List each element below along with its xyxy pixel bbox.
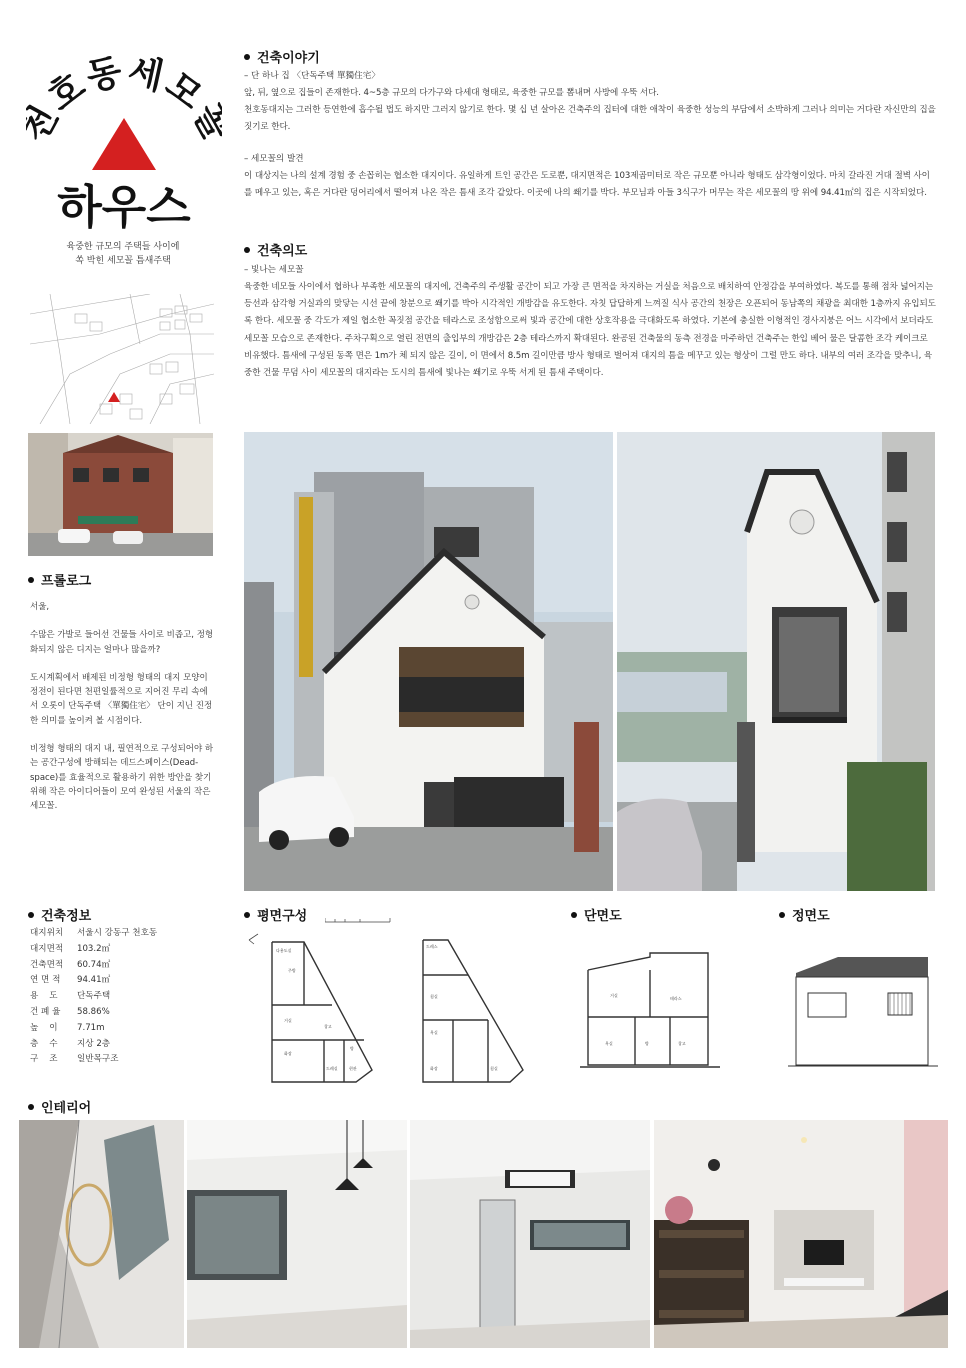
site-photo xyxy=(28,433,213,556)
info-value: 58.86% xyxy=(77,1006,110,1017)
intent-text xyxy=(244,262,936,382)
intent-para: 육중한 네모들 사이에서 협하나 부족한 세모꼴의 대지에, 건축주의 주생활 공간이 되고 가장 큰 면적을 차지하는 거실을 처음으로 배치하여 안정감을 부여하였다. 복도를 통해 점차 넓어지는 등선과 삼각형 거실과의 맞닿는 시선 끝에 창분으로 쐐기를 박아 시각적인 개방감을 유도한다. 자칫 답답하게 느껴질 식사 공간의 천장은 오픈되어 동남쪽의 채광을 최대한 1층까지 유입되도록 한다. 세모꼴 중 각도가 제일 협소한 꼭짓점 공간을 테라스로 조성함으로써 빛과 공간에 대한 상호작용을 극대화도록 하였다. 기본에 충실한 이형적인 경사지붕은 어느 시각에서 보더라도 세모꼴 모습으로 존재한다. 주차구획으로 열린 전면의 출입부의 개방감은 2층 테라스까지 확대된다. 완공된 건축물의 동측 전경을 마주하던 건축주는 한입 베어 물은 달콤한 조각 케이크로 비유했다. 틈새에 구성된 동쪽 면은 1m가 체 되지 않은 길이, 이 면에서 8.5m 길이만큼 방사 형태로 벌어져 대지의 틈을 메꾸고 있는 형상이 그럴 만도 하다. 내부의 여러 조각을 맞추니, 육중한 건물 무덤 사이 세모꼴의 대지라는 도시의 틈새에 빛나는 쐐기로 우뚝 서게 된 틈새 주택이다. xyxy=(244,282,936,379)
story-text xyxy=(244,68,936,202)
info-row xyxy=(30,1005,220,1021)
room-label: 다용도실 xyxy=(276,948,292,953)
room-label: 화장 xyxy=(430,1066,438,1071)
info-key: 대지면적 xyxy=(30,943,64,954)
section-label: 방 xyxy=(645,1041,649,1046)
story-para1: 앞, 뒤, 옆으로 집들이 존재한다. 4~5층 규모의 다가구와 다세대 형태로, 육중한 규모를 뽐내며 사방에 우뚝 서다. xyxy=(244,88,659,98)
floor-plan-2f xyxy=(408,930,538,1085)
interior-title: 인테리어 xyxy=(28,1097,91,1116)
exterior-photo-front xyxy=(244,432,613,891)
info-key: 용 도 xyxy=(30,991,58,1002)
info-row xyxy=(30,1021,220,1037)
plan-title: 평면구성 xyxy=(244,905,307,924)
info-value: 94.41㎡ xyxy=(77,975,111,986)
info-key: 대지위치 xyxy=(30,928,64,938)
story-para3: 이 대상지는 나의 설계 경험 중 손꼽히는 협소한 대지이다. 유일하게 트인 공간은 도로뿐, 대지면적은 103제곱미터로 작은 규모뿐 아니라 형태도 삼각형이었다. 마치 갈라진 거대 절벽 사이를 메우고 있는, 혹은 거다란 덩어리에서 떨어져 나온 작은 틈새 조각 같았다. 이곳에 나의 쐐기를 박다. 부모님과 아들 3식구가 머무는 작은 세모꼴의 땅 위에 94.41㎡의 집은 시작되었다. xyxy=(244,170,930,198)
room-label: 드레스 xyxy=(426,944,438,949)
info-row xyxy=(30,973,220,989)
info-key: 건축면적 xyxy=(30,959,64,970)
room-label: 드레실 xyxy=(326,1066,338,1071)
info-row xyxy=(30,942,220,958)
info-value: 7.71m xyxy=(77,1022,105,1033)
story-sub2: – 세모꼴의 발견 xyxy=(244,153,304,164)
section-label: 거실 xyxy=(610,993,618,998)
room-label: 창고 xyxy=(324,1024,332,1029)
logo xyxy=(26,20,222,235)
site-map xyxy=(30,294,214,424)
info-value: 지상 2층 xyxy=(77,1038,111,1049)
section-label: 창고 xyxy=(678,1041,686,1046)
scale-bar xyxy=(325,909,395,928)
info-key: 연 면 적 xyxy=(30,975,61,986)
site-marker xyxy=(108,392,120,402)
logo-main-text: 하우스 xyxy=(57,180,191,234)
room-label: 방 xyxy=(350,1046,354,1051)
prologue-title: 프롤로그 xyxy=(28,570,91,589)
info-row xyxy=(30,989,220,1005)
section-drawing xyxy=(580,945,730,1085)
info-key: 구 조 xyxy=(30,1054,58,1065)
room-label: 침실 xyxy=(490,1066,498,1071)
room-label: 욕실 xyxy=(430,1030,438,1035)
elevation-drawing xyxy=(788,945,938,1085)
info-row xyxy=(30,1052,220,1068)
tagline-line: 육중한 규모의 주택들 사이에 xyxy=(66,242,180,252)
floor-plan-1f xyxy=(244,930,394,1085)
info-key: 건 폐 율 xyxy=(30,1006,61,1017)
info-title: 건축정보 xyxy=(28,905,91,924)
story-title: 건축이야기 xyxy=(244,47,320,66)
story-para2: 천호동대지는 그러한 등연한에 흡수될 법도 하지만 그러지 않기로 한다. 몇 십 년 살아온 건축주의 집터에 대한 애착이 육중한 성능의 부담에서 소박하게 그러나 의미는 거다란 자신만의 집을 짓기로 한다. xyxy=(244,105,936,133)
intent-title: 건축의도 xyxy=(244,240,307,259)
info-table xyxy=(30,926,220,1068)
info-row xyxy=(30,1037,220,1053)
room-label: 주방 xyxy=(288,968,296,973)
prologue-para: 비정형 형태의 대지 내, 필연적으로 구성되어야 하는 공간구성에 방해되는 데드스페이스(Dead-space)를 효율적으로 활용하기 위한 방안을 찾기 위해 작은 아이디어들이 모여 완성된 서울의 작은 세모꼴. xyxy=(30,744,214,812)
room-label: 화장 xyxy=(284,1051,292,1056)
info-value: 단독주택 xyxy=(77,991,111,1002)
info-row xyxy=(30,958,220,974)
section-label: 테라스 xyxy=(670,996,682,1001)
info-value: 103.2㎡ xyxy=(77,943,111,954)
prologue-text xyxy=(30,600,215,828)
elevation-title: 정면도 xyxy=(779,905,830,924)
info-value: 60.74㎡ xyxy=(77,959,111,970)
tagline xyxy=(30,240,216,268)
interior-photo-room xyxy=(187,1120,407,1348)
room-label: 침실 xyxy=(430,994,438,999)
prologue-para: 도시계획에서 배제된 비정형 형태의 대지 모양이 정전이 된다면 천편일률적으로 지어진 무리 속에서 오롯이 단독주택 〈單獨住宅〉 단이 지닌 진정한 의미를 높이켜 볼 시점이다. xyxy=(30,672,213,726)
info-key: 높 이 xyxy=(30,1022,58,1033)
prologue-para: 서울, xyxy=(30,602,50,612)
interior-photo-hall xyxy=(410,1120,650,1348)
section-label: 욕실 xyxy=(605,1041,613,1046)
story-sub1: – 단 하나 집 〈단독주택 單獨住宅〉 xyxy=(244,71,380,81)
room-label: 현관 xyxy=(349,1066,357,1071)
room-label: 거실 xyxy=(284,1018,292,1023)
logo-triangle xyxy=(92,118,156,170)
prologue-para: 수많은 가발로 들어선 건물들 사이로 비좁고, 정형화되지 않은 디지는 얼마나 많을까? xyxy=(30,630,214,655)
logo-arc-text: 호동세모 xyxy=(40,50,212,120)
info-value: 서울시 강동구 천호동 xyxy=(77,928,158,938)
exterior-photo-side xyxy=(617,432,935,891)
info-value: 일반목구조 xyxy=(77,1054,119,1065)
interior-photo-stairs xyxy=(19,1120,184,1348)
tagline-line: 쏙 박힌 세모꼴 틈새주택 xyxy=(75,256,171,266)
intent-sub: – 빛나는 세모꼴 xyxy=(244,265,304,275)
section-title: 단면도 xyxy=(571,905,622,924)
interior-photo-living xyxy=(654,1120,948,1348)
info-key: 층 수 xyxy=(30,1038,58,1049)
info-row xyxy=(30,926,220,942)
